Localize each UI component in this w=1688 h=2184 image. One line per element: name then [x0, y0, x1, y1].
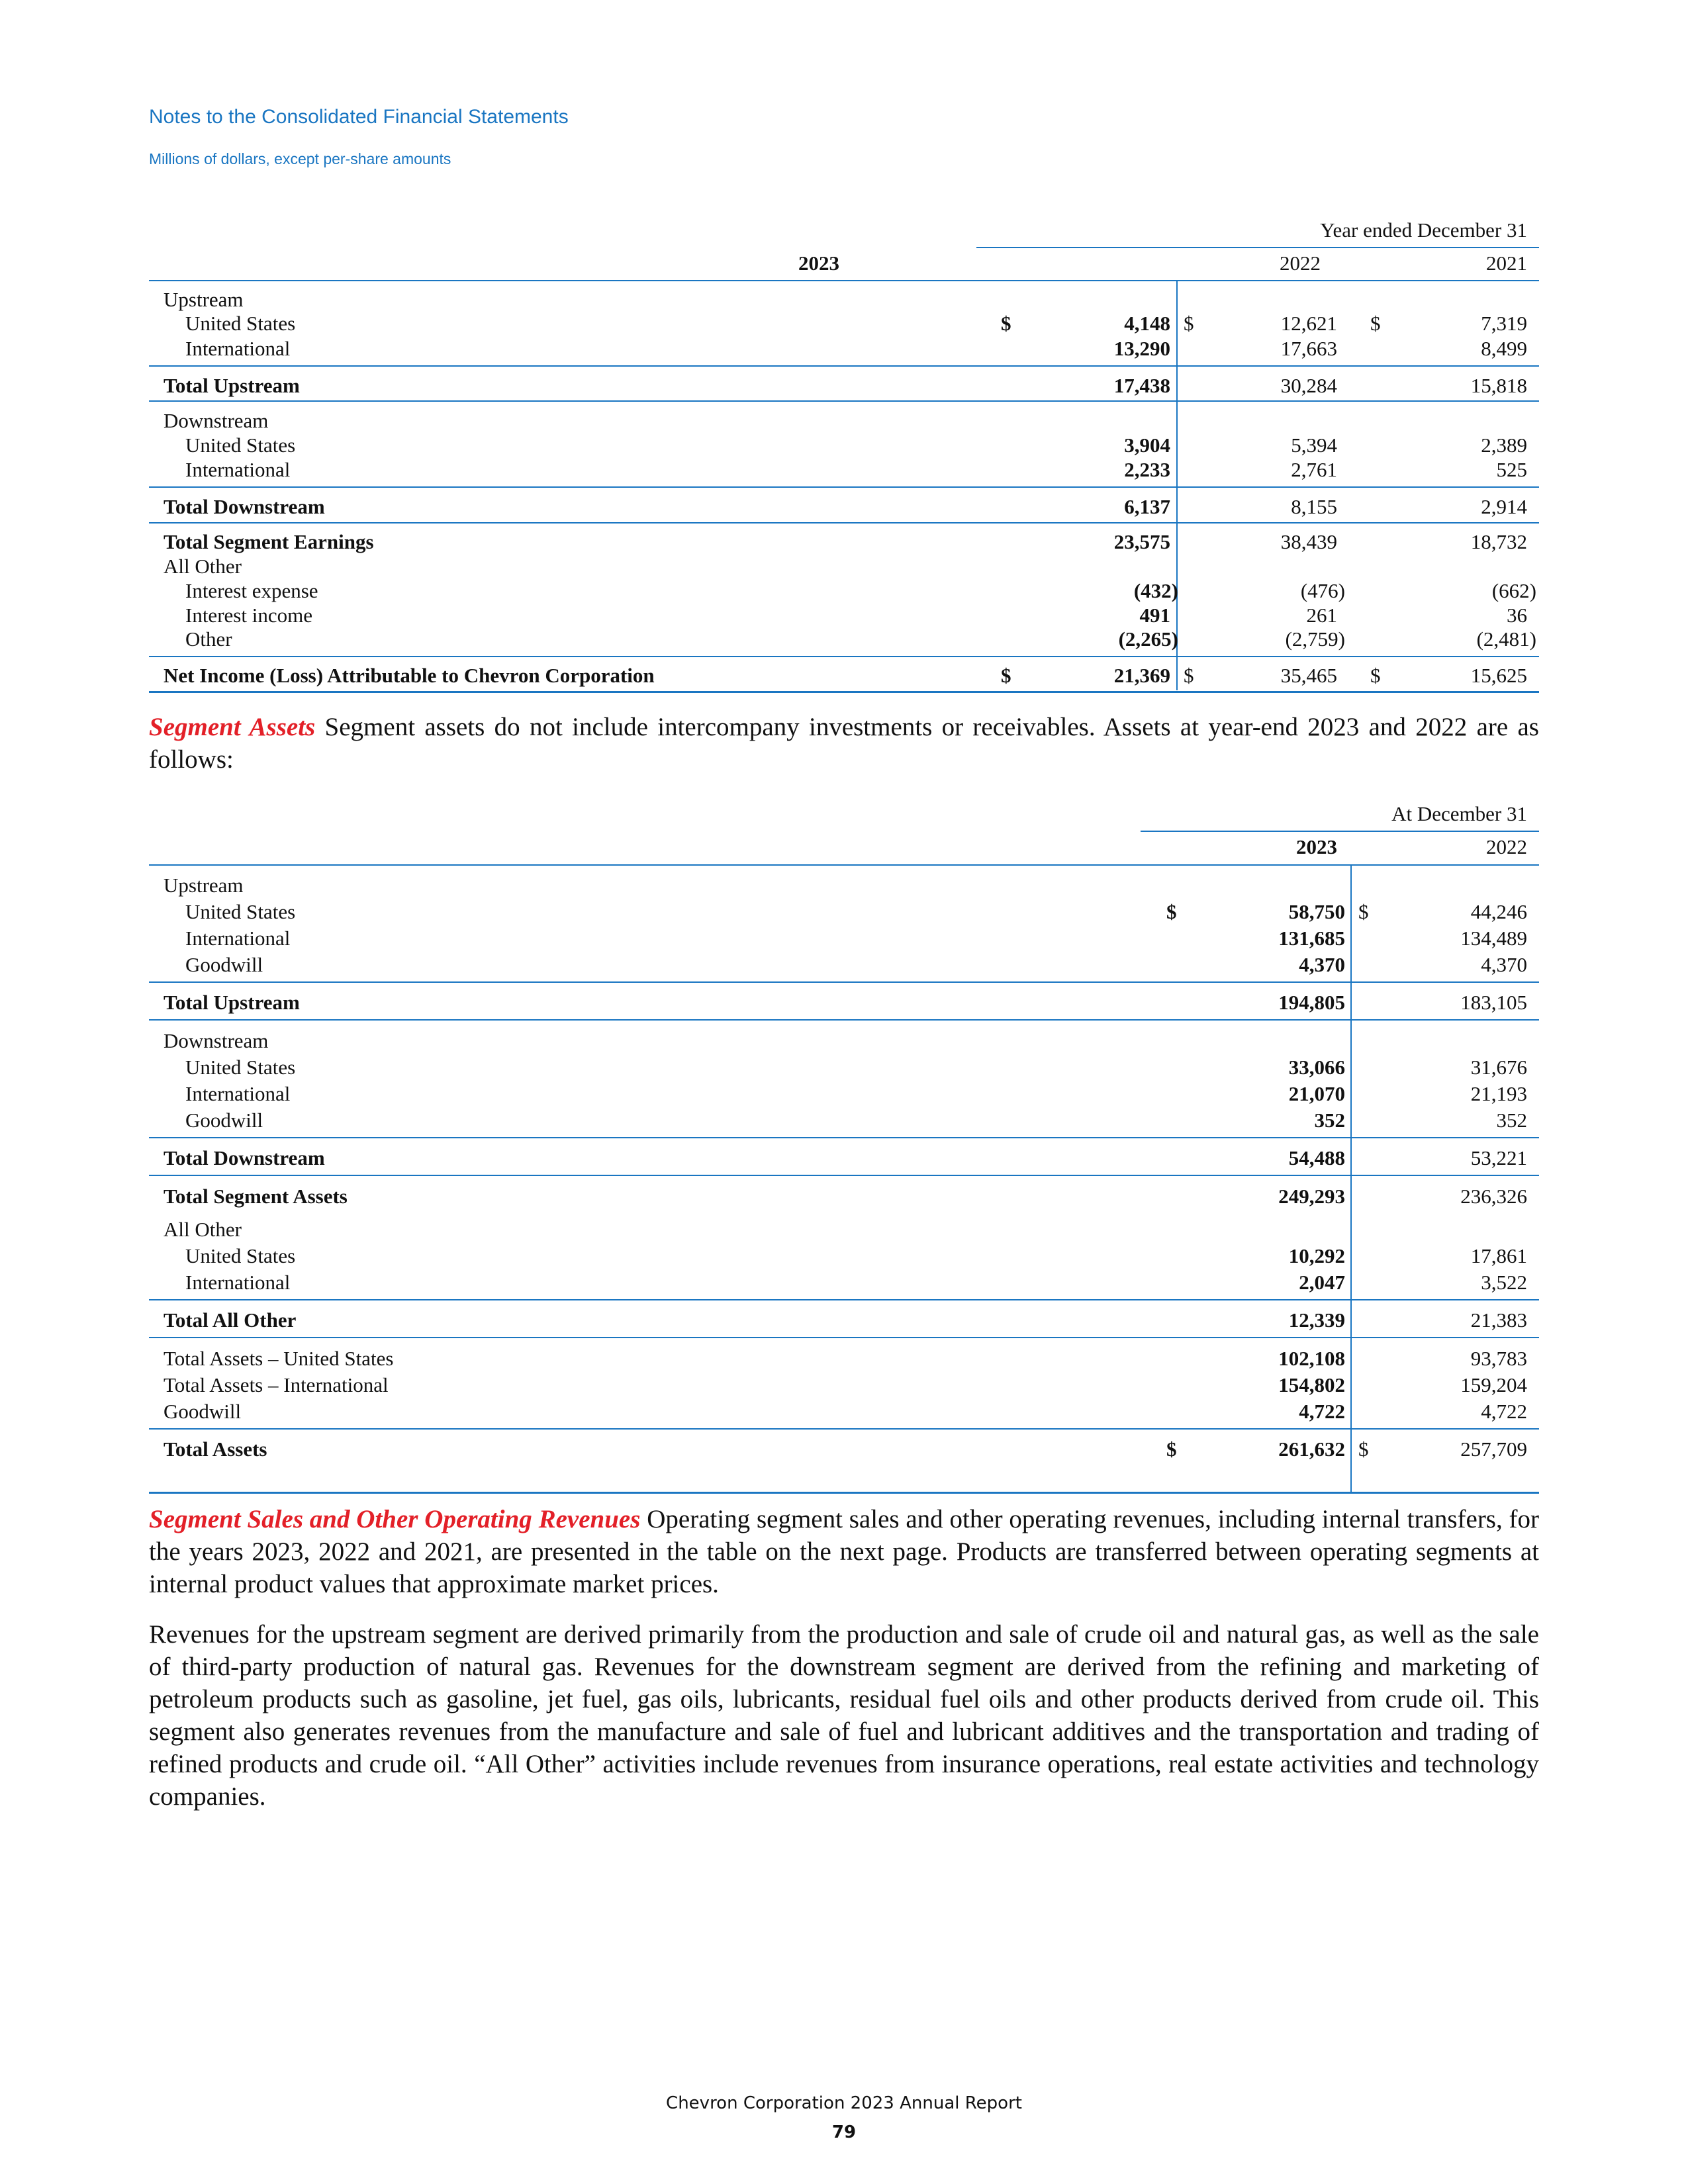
col-year-2022: 2022 [1486, 835, 1527, 858]
cell-2023: 21,369 [1113, 664, 1170, 687]
row-label: Goodwill [185, 1109, 263, 1132]
cell-2022: 53,221 [1470, 1146, 1527, 1169]
bottom-rule [149, 691, 1539, 693]
group-upstream: Upstream [164, 288, 244, 311]
row-label: United States [185, 1244, 296, 1267]
row-label: Total Assets – International [164, 1373, 389, 1396]
cell-2022: 159,204 [1460, 1373, 1527, 1396]
cell-2023: 249,293 [1278, 1185, 1345, 1208]
cell-2023: 3,904 [1124, 433, 1170, 457]
row-label: International [185, 1271, 291, 1294]
row-rule [149, 1137, 1539, 1138]
row-label-total: Total Segment Earnings [164, 530, 374, 553]
section-title: Notes to the Consolidated Financial Statements [149, 106, 569, 128]
row-rule [149, 365, 1539, 367]
col-year-2023: 2023 [798, 251, 839, 275]
paragraph-text: Segment assets do not include intercompany investments or receivables. Assets at year-end 2023 and 2022 are as follows: [149, 713, 1539, 774]
row-label-total: Net Income (Loss) Attributable to Chevron Corporation [164, 664, 655, 687]
cell-2022: 21,383 [1470, 1308, 1527, 1332]
paragraph-lead: Segment Assets [149, 713, 316, 741]
row-rule [149, 1175, 1539, 1176]
cell-2021: (662) [1491, 579, 1536, 602]
cell-2023: 17,438 [1113, 374, 1170, 397]
cell-2023: 194,805 [1278, 991, 1345, 1014]
row-label: United States [185, 1056, 296, 1079]
cell-2021: 15,818 [1470, 374, 1527, 397]
cell-2023: 6,137 [1124, 495, 1170, 518]
row-label: United States [185, 312, 296, 335]
row-label: International [185, 458, 291, 481]
cell-2022: 352 [1496, 1109, 1527, 1132]
cell-2023: 4,370 [1299, 953, 1345, 976]
row-rule [149, 486, 1539, 488]
cell-2022: 21,193 [1470, 1082, 1527, 1105]
segment-assets-table [149, 794, 1539, 1496]
cell-2023: (432) [1133, 579, 1178, 602]
cell-2022: 3,522 [1481, 1271, 1527, 1294]
cell-2022: 31,676 [1470, 1056, 1527, 1079]
units-note: Millions of dollars, except per-share amounts [149, 150, 451, 167]
cell-2021: 15,625 [1470, 664, 1527, 687]
row-label: International [185, 337, 291, 360]
row-label: United States [185, 433, 296, 457]
cell-2022: 5,394 [1291, 433, 1337, 457]
cell-2023: 2,047 [1299, 1271, 1345, 1294]
bottom-rule [149, 1492, 1539, 1494]
row-label: United States [185, 900, 296, 923]
segment-assets-intro [149, 711, 1539, 776]
page-number: 79 [831, 2122, 857, 2142]
currency-sign: $ [1358, 900, 1369, 923]
cell-2022: 261 [1306, 604, 1337, 627]
cell-2022: 8,155 [1291, 495, 1337, 518]
cell-2023: (2,265) [1118, 627, 1178, 651]
row-label-total: Total Downstream [164, 495, 325, 518]
cell-2022: 183,105 [1460, 991, 1527, 1014]
cell-2022: 17,861 [1470, 1244, 1527, 1267]
row-rule [149, 656, 1539, 657]
paragraph-text: Operating segment sales and other operating revenues, including internal transfers, for the years 2023, 2022 and 2021, are presented in the table on the next page. Products are transferred between operating segments at internal product values that approximate market prices. [149, 1505, 1540, 1598]
currency-sign: $ [1370, 664, 1381, 687]
col-year-2022: 2022 [1280, 251, 1321, 275]
row-label-total: Total Upstream [164, 991, 300, 1014]
row-label: Interest expense [185, 579, 318, 602]
cell-2022: 17,663 [1280, 337, 1337, 360]
cell-2023: 33,066 [1288, 1056, 1345, 1079]
cell-2023: 102,108 [1278, 1347, 1345, 1370]
currency-sign: $ [1166, 1437, 1177, 1461]
row-label: Other [185, 627, 232, 651]
group-all-other: All Other [164, 1218, 242, 1241]
col-year-2023: 2023 [1296, 835, 1337, 858]
row-rule [149, 400, 1539, 402]
cell-2023: 491 [1139, 604, 1170, 627]
currency-sign: $ [1184, 664, 1194, 687]
row-label-total: Total Segment Assets [164, 1185, 348, 1208]
cell-2023: 131,685 [1278, 927, 1345, 950]
paragraph-lead: Segment Sales and Other Operating Revenues [149, 1505, 641, 1533]
cell-2021: (2,481) [1476, 627, 1536, 651]
cell-2023: 54,488 [1288, 1146, 1345, 1169]
row-label: Total Assets – United States [164, 1347, 394, 1370]
cell-2023: 261,632 [1278, 1437, 1345, 1461]
cell-2021: 2,389 [1481, 433, 1527, 457]
report-name: Chevron Corporation 2023 Annual Report [666, 2093, 1022, 2113]
cell-2022: 236,326 [1460, 1185, 1527, 1208]
cell-2023: 58,750 [1288, 900, 1345, 923]
cell-2023: 352 [1314, 1109, 1345, 1132]
currency-sign: $ [1001, 312, 1011, 335]
cell-2022: 2,761 [1291, 458, 1337, 481]
top-rule [149, 864, 1539, 866]
cell-2022: 12,621 [1280, 312, 1337, 335]
group-all-other: All Other [164, 555, 242, 578]
group-downstream: Downstream [164, 1029, 269, 1052]
cell-2021: 525 [1496, 458, 1527, 481]
col-year-2021: 2021 [1486, 251, 1527, 275]
currency-sign: $ [1166, 900, 1177, 923]
row-label-total: Total All Other [164, 1308, 297, 1332]
cell-2022: (476) [1300, 579, 1345, 602]
segment-earnings-table [149, 212, 1539, 695]
cell-2022: (2,759) [1285, 627, 1345, 651]
row-label: Goodwill [185, 953, 263, 976]
cell-2023: 2,233 [1124, 458, 1170, 481]
cell-2023: 4,148 [1124, 312, 1170, 335]
currency-sign: $ [1358, 1437, 1369, 1461]
currency-sign: $ [1370, 312, 1381, 335]
row-label-total: Total Assets [164, 1437, 267, 1461]
cell-2023: 13,290 [1113, 337, 1170, 360]
cell-2022: 134,489 [1460, 927, 1527, 950]
cell-2021: 7,319 [1481, 312, 1527, 335]
cell-2023: 154,802 [1278, 1373, 1345, 1396]
row-label: International [185, 927, 291, 950]
cell-2022: 257,709 [1460, 1437, 1527, 1461]
group-downstream: Downstream [164, 409, 269, 432]
header-rule [976, 247, 1539, 248]
row-rule [149, 1019, 1539, 1021]
cell-2022: 30,284 [1280, 374, 1337, 397]
cell-2022: 4,722 [1481, 1400, 1527, 1423]
cell-2022: 93,783 [1470, 1347, 1527, 1370]
cell-2022: 44,246 [1470, 900, 1527, 923]
header-rule [1141, 831, 1539, 832]
currency-sign: $ [1184, 312, 1194, 335]
cell-2023: 4,722 [1299, 1400, 1345, 1423]
top-rule [149, 280, 1539, 281]
cell-2023: 12,339 [1288, 1308, 1345, 1332]
row-rule [149, 981, 1539, 983]
revenues-paragraph: Revenues for the upstream segment are derived primarily from the production and sale of crude oil and natural gas, as well as the sale of third-party production of natural gas. Revenues for the downstream segment are derived from the refining and marketing of petroleum products such as gasoline, jet fuel, gas oils, lubricants, residual fuel oils and other products derived from crude oil. This segment also generates revenues from the manufacture and sale of fuel and lubricant additives and the transportation and trading of refined products and crude oil. “All Other” activities include revenues from insurance operations, real estate activities and technology companies. [149, 1620, 1539, 1811]
group-upstream: Upstream [164, 874, 244, 897]
cell-2022: 4,370 [1481, 953, 1527, 976]
period-label: At December 31 [1391, 802, 1527, 825]
row-label: Goodwill [164, 1400, 242, 1423]
cell-2023: 23,575 [1113, 530, 1170, 553]
row-rule [149, 1299, 1539, 1300]
cell-2021: 8,499 [1481, 337, 1527, 360]
row-label-total: Total Upstream [164, 374, 300, 397]
currency-sign: $ [1001, 664, 1011, 687]
row-label-total: Total Downstream [164, 1146, 325, 1169]
row-label: Interest income [185, 604, 312, 627]
cell-2021: 18,732 [1470, 530, 1527, 553]
row-rule [149, 1337, 1539, 1338]
cell-2021: 36 [1507, 604, 1527, 627]
period-label: Year ended December 31 [1320, 218, 1527, 242]
column-separator [1350, 866, 1352, 1492]
cell-2022: 35,465 [1280, 664, 1337, 687]
cell-2023: 21,070 [1288, 1082, 1345, 1105]
row-label: International [185, 1082, 291, 1105]
row-rule [149, 522, 1539, 523]
cell-2022: 38,439 [1280, 530, 1337, 553]
segment-sales-paragraph [149, 1503, 1539, 1600]
cell-2021: 2,914 [1481, 495, 1527, 518]
row-rule [149, 1428, 1539, 1430]
cell-2023: 10,292 [1288, 1244, 1345, 1267]
